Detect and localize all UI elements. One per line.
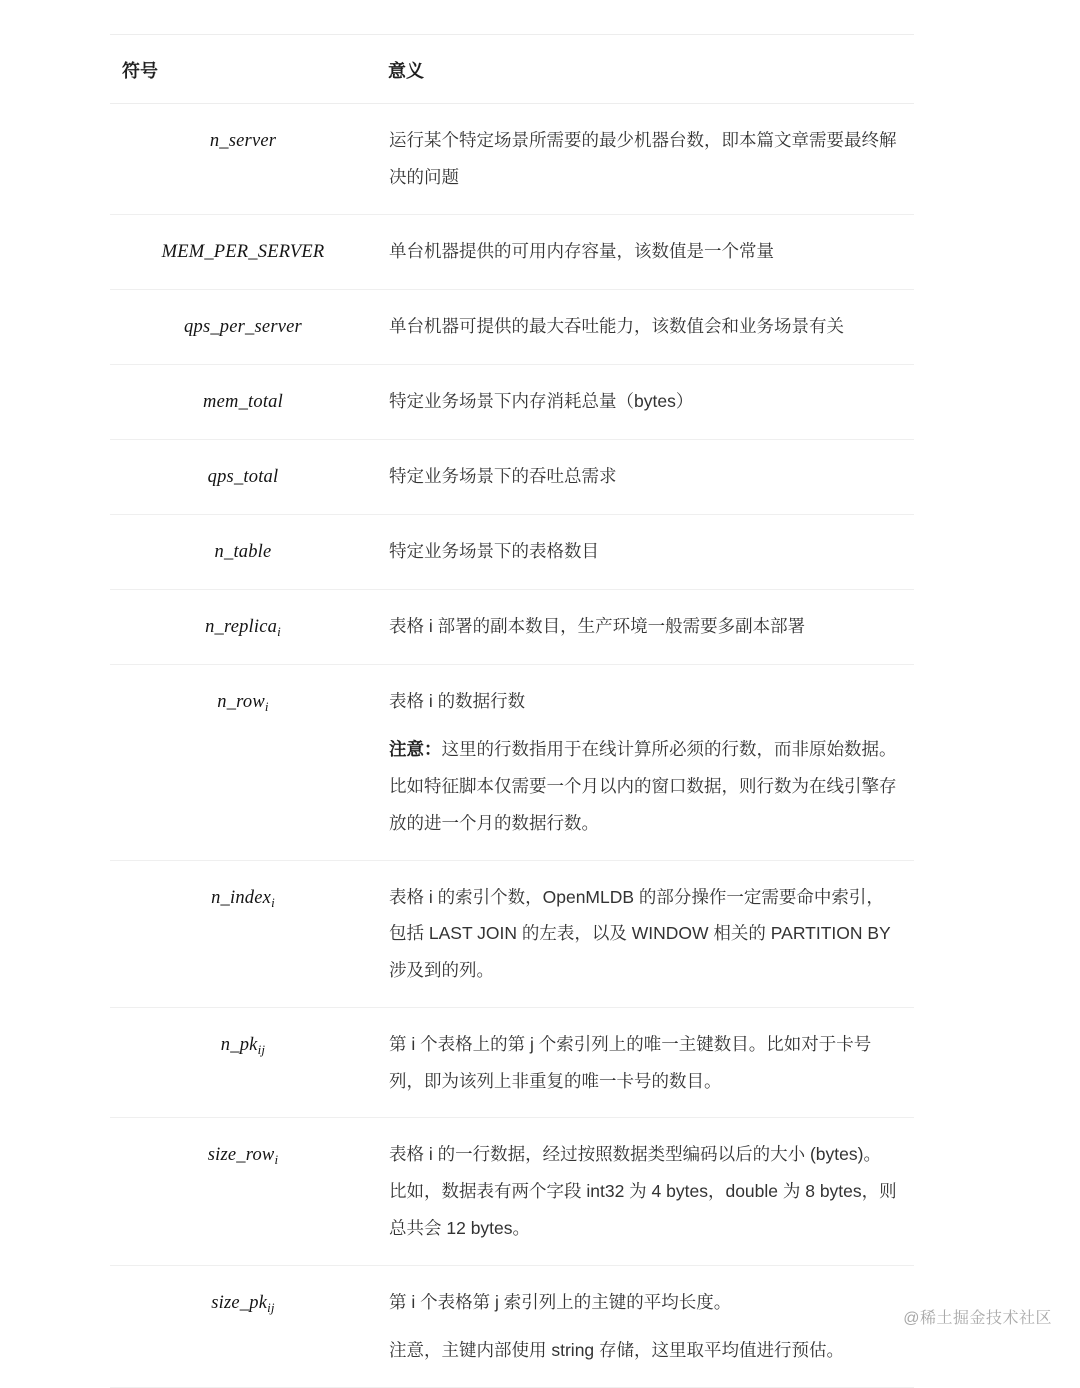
- symbol-subscript: i: [271, 894, 275, 910]
- header-symbol: 符号: [110, 35, 376, 104]
- symbol-text: MEM_PER_SERVER: [161, 241, 325, 262]
- symbol-text: qps_total: [207, 466, 279, 487]
- meaning-cell: [376, 1007, 914, 1118]
- table-row: [110, 439, 914, 514]
- symbol-subscript: i: [277, 623, 281, 639]
- meaning-cell: [376, 439, 914, 514]
- symbol-text: size_row: [207, 1145, 275, 1166]
- symbol-subscript: ij: [267, 1299, 275, 1315]
- meaning-note: [389, 731, 898, 841]
- symbol-subscript: i: [274, 1152, 279, 1168]
- meaning-cell: [376, 514, 914, 589]
- meaning-text: 单台机器可提供的最大吞吐能力，该数值会和业务场景有关: [389, 315, 844, 336]
- symbol-cell: [110, 664, 376, 860]
- symbol-subscript: i: [264, 698, 269, 714]
- meaning-note: [389, 1332, 898, 1369]
- table-row: [110, 860, 914, 1007]
- table-row: [110, 589, 914, 664]
- meaning-cell: [376, 860, 914, 1007]
- table-row: [110, 1265, 914, 1388]
- meaning-text: 运行某个特定场景所需要的最少机器台数，即本篇文章需要最终解决的问题: [389, 130, 897, 187]
- meaning-text: 表格 i 的索引个数，OpenMLDB 的部分操作一定需要命中索引，包括 LAST JOIN 的左表，以及 WINDOW 相关的 PARTITION BY 涉及到的列。: [389, 886, 891, 980]
- meaning-cell: [376, 104, 914, 215]
- symbol-cell: [110, 589, 376, 664]
- meaning-cell: [376, 589, 914, 664]
- symbol-cell: [110, 439, 376, 514]
- note-label: 注意：: [389, 739, 442, 760]
- symbol-cell: [110, 514, 376, 589]
- symbol-subscript: ij: [257, 1041, 266, 1057]
- meaning-cell: [376, 1118, 914, 1265]
- table-row: [110, 1118, 914, 1265]
- table-header-row: [110, 35, 914, 104]
- meaning-cell: [376, 1265, 914, 1388]
- symbol-text: size_pk: [211, 1292, 268, 1313]
- table-row: [110, 664, 914, 860]
- meaning-text: 第 i 个表格上的第 j 个索引列上的唯一主键数目。比如对于卡号列，即为该列上非重复的唯一卡号的数目。: [389, 1033, 872, 1091]
- meaning-text: 特定业务场景下的表格数目: [389, 540, 599, 561]
- symbol-text: n_table: [214, 541, 272, 562]
- symbol-text: n_row: [217, 691, 265, 712]
- meaning-text: 特定业务场景下的吞吐总需求: [389, 465, 617, 486]
- meaning-text: 特定业务场景下内存消耗总量（bytes）: [389, 390, 694, 411]
- symbol-text: n_index: [211, 887, 272, 908]
- symbol-cell: [110, 289, 376, 364]
- watermark: @稀土掘金技术社区: [903, 1310, 1052, 1327]
- symbol-meaning-table: [110, 34, 914, 1388]
- table-row: [110, 1007, 914, 1118]
- meaning-text: 表格 i 的一行数据，经过按照数据类型编码以后的大小 (bytes)。比如，数据表有两个字段 int32 为 4 bytes，double 为 8 bytes，则总共会 12 bytes。: [389, 1144, 897, 1238]
- symbol-cell: [110, 1118, 376, 1265]
- symbol-text: qps_per_server: [184, 316, 302, 337]
- symbol-cell: [110, 860, 376, 1007]
- meaning-cell: [376, 289, 914, 364]
- symbol-text: n_pk: [220, 1034, 258, 1055]
- symbol-text: n_replica: [205, 616, 278, 637]
- meaning-text: 第 i 个表格第 j 索引列上的主键的平均长度。: [389, 1291, 732, 1312]
- table-row: [110, 214, 914, 289]
- note-text: 这里的行数指用于在线计算所必须的行数，而非原始数据。比如特征脚本仅需要一个月以内的窗口数据，则行数为在线引擎存放的进一个月的数据行数。: [389, 739, 897, 833]
- meaning-text: 表格 i 的数据行数: [389, 690, 526, 711]
- symbol-cell: [110, 364, 376, 439]
- meaning-cell: [376, 664, 914, 860]
- header-meaning: 意义: [376, 35, 914, 104]
- table-row: [110, 514, 914, 589]
- note-text: 注意，主键内部使用 string 存储，这里取平均值进行预估。: [389, 1340, 845, 1361]
- table-row: [110, 104, 914, 215]
- symbol-cell: [110, 1007, 376, 1118]
- meaning-text: 表格 i 部署的副本数目，生产环境一般需要多副本部署: [389, 615, 806, 636]
- symbol-cell: [110, 214, 376, 289]
- symbol-text: mem_total: [203, 391, 283, 412]
- meaning-cell: [376, 364, 914, 439]
- meaning-text: 单台机器提供的可用内存容量，该数值是一个常量: [389, 240, 774, 261]
- symbol-text: n_server: [209, 131, 277, 151]
- table-row: [110, 364, 914, 439]
- symbol-cell: [110, 104, 376, 215]
- meaning-cell: [376, 214, 914, 289]
- table-row: [110, 289, 914, 364]
- symbol-cell: [110, 1265, 376, 1388]
